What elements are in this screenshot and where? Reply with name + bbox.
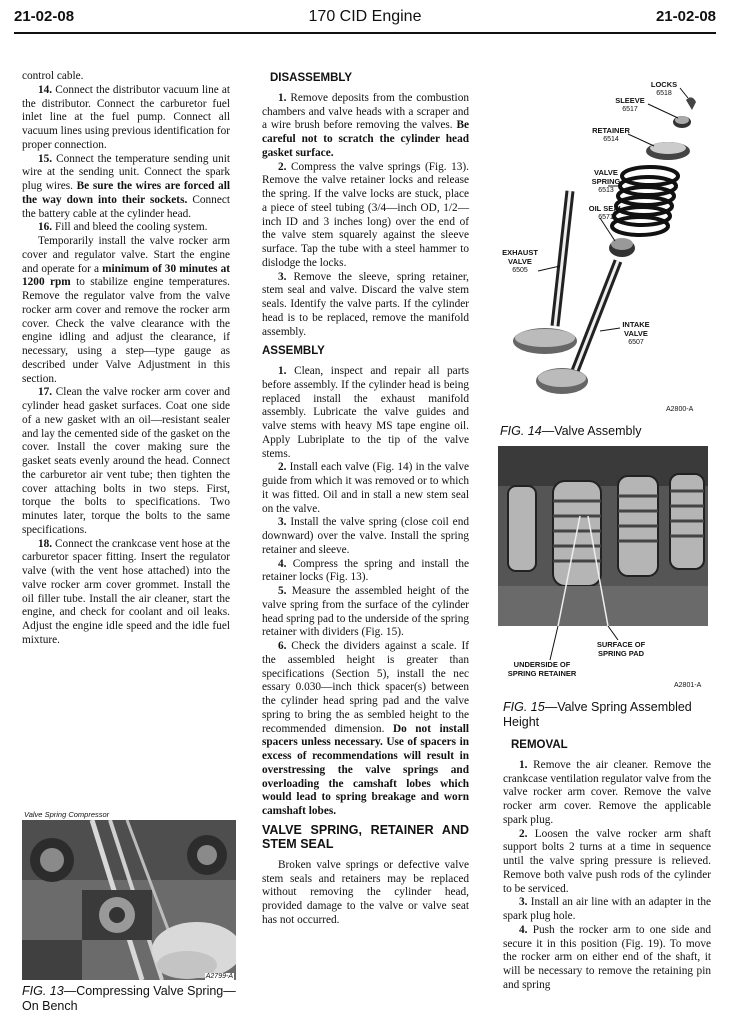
fig14-label-intake-valve: INTAKE VALVE 6507 — [622, 320, 650, 346]
paragraph-text: Install the valve spring (close coil end downward) over the valve. Install the spring retainer and sleeve. — [262, 516, 469, 556]
step-number: 16. — [38, 221, 53, 234]
step-number: 1. — [278, 91, 287, 104]
fig13-caption — [22, 984, 238, 1014]
paragraph-text: Compress the spring and install the retainer locks (Fig. 13). — [262, 557, 470, 584]
paragraph-text: Install each valve (Fig. 14) in the valve guide from which it was removed or to which it was fitted. Oil and in stall a new stem seal on the valve. — [262, 461, 469, 515]
paragraph — [503, 759, 711, 828]
fig13-photo-label: Valve Spring Compressor — [24, 810, 110, 819]
page-number-left: 21-02-08 — [14, 8, 75, 25]
fig15-caption-text: —Valve Spring Assembled Height — [503, 700, 692, 729]
fig14-label-oil-seal: OIL SEAL 6571 — [588, 204, 624, 221]
paragraph-text: Push the rocker arm to one side and secure it in this position (Fig. 19). To move the rocker arm on either end of the shaft, it will be necessary to remove the retaining pin and spring — [503, 923, 711, 991]
paragraph — [22, 386, 230, 537]
paragraph — [22, 153, 230, 222]
paragraph-text: Install an air line with an adapter in the spark plug hole. — [503, 896, 711, 922]
fig14-caption-number: FIG. 14 — [500, 424, 542, 438]
paragraph-text: Connect the crankcase vent hose at the carburetor spacer fitting. Insert the regulator valve (with the vent hose attached) into the valve rocker arm cover grommet. Install the oil filler tube. Install the air cleaner, start the engine, and check for coolant and oil leaks. Adjust the engine idle speed and the idle fuel mixture. — [22, 537, 230, 646]
paragraph — [262, 640, 469, 819]
fig14-label-sleeve: SLEEVE 6517 — [615, 96, 645, 113]
fig14-label-locks: LOCKS 6518 — [650, 80, 678, 97]
fig14-label-retainer: RETAINER 6514 — [592, 126, 630, 143]
fig14-code: A2800-A — [666, 406, 694, 413]
paragraph-text-after: to stabilize engine temperatures. Remove the regulator valve from the valve rocker arm cover and remove the rocker arm cover. Check the valve clearance with the engine idling and adjust the clearance, if necessary, using a step—type gauge as described under Valve Adjustment in this section. — [22, 276, 230, 385]
paragraph-text: Clean, inspect and repair all parts before assembly. If the cylinder head is being replaced install the exhaust manifold assembly. Lubricate the valve guides and valve stems with heavy MS tape engine oil. Apply Lubriplate to the tip of the valve stems. — [262, 365, 469, 460]
fig15-label-underside: UNDERSIDE OF SPRING RETAINER — [507, 660, 577, 678]
paragraph-text: Connect the temperature sending unit wire at the sending unit. Connect the spark plug wires. — [22, 152, 230, 192]
fig15-caption — [503, 700, 711, 730]
fig14-label-valve-spring: VALVE SPRING 6513 — [591, 168, 621, 194]
paragraph — [22, 538, 230, 648]
step-number: 6. — [278, 640, 287, 652]
step-number: 3. — [278, 270, 287, 283]
paragraph-text: Check the dividers against a scale. If the assembled height is greater than specifications (Section 5), install the nec essary 0.030—inch thick spacer(s) between the cylinder head spring pad and the valve spring to bring the as sembled height to the recommended dimension. — [262, 640, 469, 735]
paragraph-text: Remove deposits from the combustion chambers and valve heads with a scraper and a wire brush before removing the valves. — [262, 91, 469, 132]
paragraph-text: Fill and bleed the cooling system. — [54, 221, 208, 234]
step-number: 15. — [38, 152, 53, 165]
section-heading-assembly: ASSEMBLY — [262, 345, 325, 358]
caution-text: Be sure the wires are forced all the way down into their sockets. — [22, 180, 230, 206]
step-number: 3. — [519, 896, 528, 909]
figure-14 — [500, 76, 712, 416]
fig13-code: A2799-A — [205, 973, 233, 980]
column-middle — [262, 70, 469, 928]
paragraph — [503, 896, 711, 924]
page-header — [14, 8, 716, 34]
step-number: 17. — [38, 386, 53, 399]
caution-text: Do not install spacers unless necessary. Use of spacers in excess of recommendations will result in overstressing the valve springs and overloading the camshaft lobes which would lead to spring breakage and worn camshaft lobes. — [262, 722, 469, 817]
paragraph-text: Loosen the valve rocker arm shaft support bolts 2 turns at a time in sequence until the valve spring pressure is relieved. Remove both valve push rods of the cylinder to be serviced. — [503, 827, 712, 895]
fig14-caption — [500, 424, 712, 439]
paragraph — [22, 235, 230, 386]
paragraph-text: Broken valve springs or defective valve stem seals and retainers may be replaced without removing the cylinder head, provided damage to the valve or valve seat has not occurred. — [262, 858, 469, 926]
fig15-caption-number: FIG. 15 — [503, 700, 545, 714]
paragraph-text: Remove the air cleaner. Remove the crankcase ventilation regulator valve from the valve rocker arm cover. Remove the valve rocker arm cover. Remove the applicable spark plug. — [503, 758, 711, 826]
paragraph-text: control cable. — [22, 70, 84, 82]
paragraph — [22, 221, 230, 235]
paragraph — [22, 84, 230, 153]
paragraph-text: Measure the assembled height of the valve spring from the surface of the cylinder head spring pad to the underside of the spring retainer with dividers (Fig. 15). — [262, 585, 469, 639]
fig15-photo — [498, 446, 708, 626]
step-number: 4. — [278, 557, 287, 570]
paragraph — [503, 828, 711, 897]
step-number: 1. — [278, 365, 287, 377]
caution-text: Be careful not to scratch the cylinder head gasket surface. — [262, 119, 469, 159]
figure-13 — [22, 806, 238, 982]
section-heading-removal: REMOVAL — [511, 739, 568, 751]
section-heading-valve-spring: VALVE SPRING, RETAINER AND STEM SEAL — [262, 822, 469, 851]
paragraph — [262, 271, 469, 340]
paragraph-text: Connect the distributor vacuum line at the distributor. Connect the carburetor fuel inlet line at the fuel pump. Connect all vacuum lines using previous identification for proper connection. — [22, 83, 231, 151]
step-number: 2. — [519, 827, 528, 840]
paragraph — [262, 92, 469, 161]
paragraph — [262, 365, 469, 461]
column-right — [503, 737, 711, 993]
column-left — [22, 70, 230, 648]
paragraph — [503, 924, 711, 993]
paragraph — [262, 516, 469, 557]
step-number: 14. — [38, 83, 53, 96]
fig14-caption-text: —Valve Assembly — [541, 424, 642, 438]
fig13-photo — [22, 820, 236, 980]
paragraph — [262, 461, 469, 516]
paragraph — [262, 585, 469, 640]
paragraph-text: Clean the valve rocker arm cover and cylinder head gasket surfaces. Coat one side of a new gasket with an oil—resistant sealer and lay the cemented side of the gasket on the cover. Install the cover making sure the gasket seats evenly around the head. Connect the carburetor air vent tube; then tighten the cover attaching bolts in two steps. First, torque the bolts to specifications. Two minutes later, torque the bolts to the same specifications. — [22, 386, 230, 536]
caution-text: minimum of 30 minutes at 1200 rpm — [22, 262, 230, 289]
paragraph — [22, 70, 230, 84]
step-number: 4. — [519, 923, 528, 936]
header-rule — [14, 32, 716, 34]
figure-15 — [498, 446, 712, 694]
fig13-caption-number: FIG. 13 — [22, 984, 64, 998]
fig15-label-surface: SURFACE OF SPRING PAD — [596, 640, 646, 658]
paragraph — [262, 859, 469, 928]
paragraph — [262, 558, 469, 586]
step-number: 2. — [278, 160, 287, 173]
paragraph-text: Compress the valve springs (Fig. 13). Remove the valve retainer locks and release the spring. If the valve locks are stuck, place a piece of steel tubing (3/4—inch OD, 1/2—inch ID and 3 inches long) over the end of the valve stem squarely against the sleeve surface. Tap the tube with a steel hammer to dislodge the locks. — [262, 160, 469, 269]
step-number: 3. — [278, 516, 287, 529]
step-number: 5. — [278, 585, 287, 597]
fig15-code: A2801-A — [674, 682, 702, 689]
page-number-right: 21-02-08 — [655, 8, 716, 25]
step-number: 2. — [278, 461, 287, 474]
paragraph-text-after: Connect the battery cable at the cylinder head. — [22, 193, 230, 220]
fig13-caption-text: —Compressing Valve Spring—On Bench — [22, 984, 236, 1013]
step-number: 18. — [38, 537, 53, 550]
fig14-label-exhaust-valve: EXHAUST VALVE 6505 — [502, 248, 538, 274]
step-number: 1. — [519, 758, 528, 771]
paragraph — [262, 161, 469, 271]
page-title: 170 CID Engine — [308, 8, 422, 25]
paragraph-text: Remove the sleeve, spring retainer, stem seal and valve. Discard the valve stem seals. Identify the valve parts. If the cylinder head is to be replaced, remove the manifold assembly. — [262, 270, 469, 338]
section-heading-disassembly: DISASSEMBLY — [270, 72, 353, 84]
paragraph-text: Temporarily install the valve rocker arm cover and regulator valve. Start the engine and operate for a — [22, 235, 230, 275]
